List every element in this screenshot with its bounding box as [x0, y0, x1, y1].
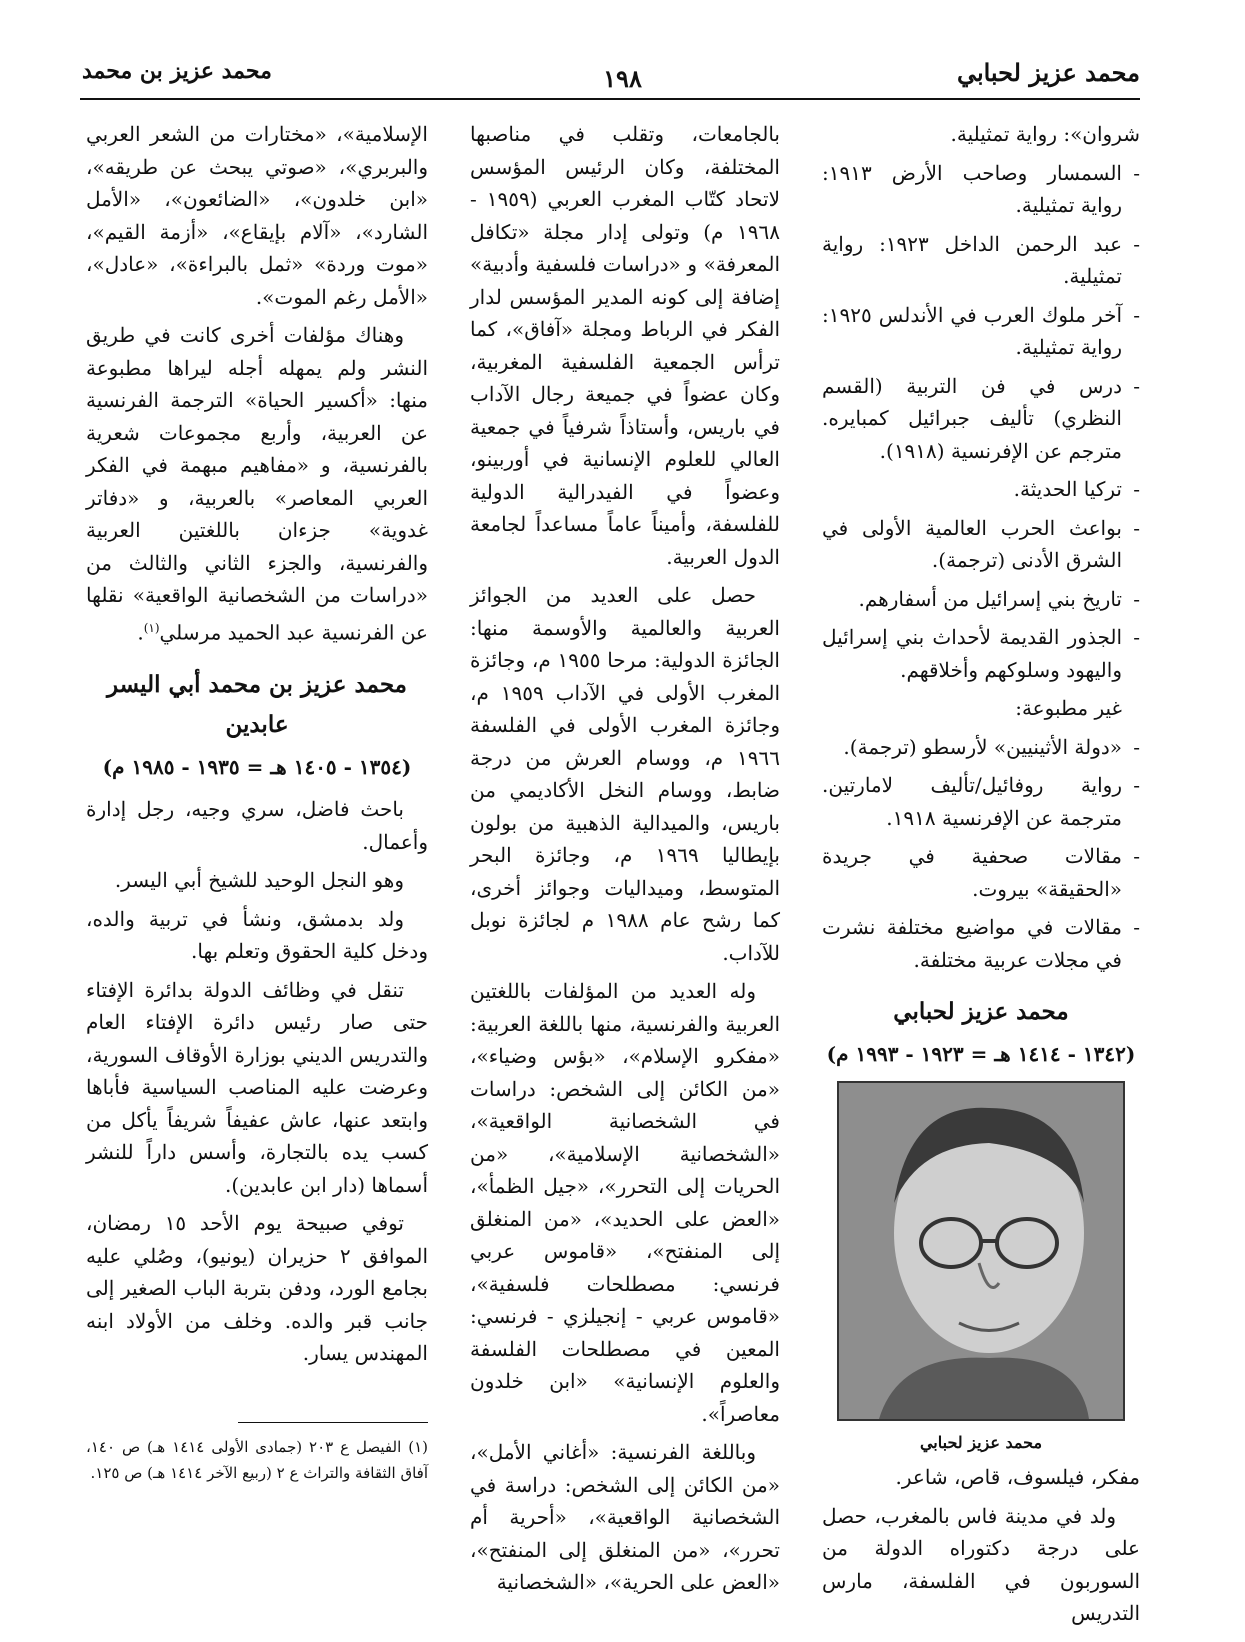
unpublished-item: - «دولة الأثينيين» لأرسطو (ترجمة).: [822, 731, 1140, 764]
unpublished-works-text: وهناك مؤلفات أخرى كانت في طريق النشر ولم يمهله أجله ليراها مطبوعة منها: «أكسير الحياة» الترجمة الفرنسية عن العربية، وأربع مجموعات شعرية بالفرنسية، و «مفاهيم مبهمة في الفكر العربي المعاصر» بالعربية، و «دفاتر غدوية» جزءان باللغتين العربية والفرنسية، والجزء الثاني والثالث من «دراسات من الشخصانية الواقعية» نقلها عن الفرنسية عبد الحميد مرسلي: [86, 323, 428, 645]
paragraph-birth: ولد بدمشق، ونشأ في تربية والده، ودخل كلية الحقوق وتعلم بها.: [86, 906, 428, 964]
running-header-right: محمد عزيز لحبابي: [956, 58, 1140, 87]
footnote: (١) الفيصل ع ٢٠٣ (جمادى الأولى ١٤١٤ هـ) ص ١٤٠، آفاق الثقافة والتراث ع ٢ (ربيع الآخر ١٤١٤ هـ) ص ١٢٥.: [86, 1438, 428, 1482]
column-left: [86, 118, 428, 1376]
works-item: - تاريخ بني إسرائيل من أسفارهم.: [822, 583, 1140, 616]
paragraph-career: بالجامعات، وتقلب في مناصبها المختلفة، وكان الرئيس المؤسس لاتحاد كتّاب المغرب العربي (١٩٥٩ - ١٩٦٨ م) وتولى إدار مجلة «تكافل المعرفة» و «دراسات فلسفية وأدبية» إضافة إلى كونه المدير المؤسس لدار الفكر في الرباط ومجلة «آفاق»، كما ترأس الجمعية الفلسفية المغربية، وكان عضواً في جميعة رجال الآداب في باريس، وأستاذاً شرفياً في جمعية العالي للعلوم الإنسانية في أوربينو، وعضواً في الفيدرالية الدولية للفلسفة، وأميناً عاماً مساعداً لجامعة الدول العربية.: [470, 122, 780, 569]
unpublished-label: غير مطبوعة:: [1015, 696, 1122, 720]
section-heading-lahbabi: محمد عزيز لحبابي: [893, 998, 1069, 1025]
paragraph-born: ولد في مدينة فاس بالمغرب، حصل على درجة دكتوراه الدولة من السوربون في الفلسفة، مارس التدريس: [822, 1503, 1140, 1625]
roles-line: مفكر، فيلسوف، قاص، شاعر.: [895, 1465, 1140, 1489]
paragraph-unpublished-works: وهناك مؤلفات أخرى كانت في طريق النشر ولم يمهله أجله ليراها مطبوعة منها: «أكسير الحياة» الترجمة الفرنسية عن العربية، وأربع مجموعات شعرية بالفرنسية، و «مفاهيم مبهمة في الفكر العربي المعاصر» بالعربية، و «دفاتر غدوية» جزءان باللغتين العربية والفرنسية، والجزء الثاني والثالث من «دراسات من الشخصانية الواقعية» نقلها عن الفرنسية عبد الحميد مرسلي$^{(١)}$.: [86, 323, 428, 645]
works-item: - درس في فن التربية (القسم النظري) تأليف جبرائيل كمبايره. مترجم عن الإفرنسية (١٩١٨).: [822, 370, 1140, 468]
page-number: ١٩٨: [603, 64, 642, 93]
unpublished-item: - رواية روفائيل/تأليف لامارتين. مترجمة عن الإفرنسية ١٩١٨.: [822, 769, 1140, 834]
footnote-marker: (١): [143, 620, 160, 635]
column-middle: [470, 118, 780, 1605]
works-item: - بواعث الحرب العالمية الأولى في الشرق الأدنى (ترجمة).: [822, 512, 1140, 577]
column-right: [822, 118, 1140, 1636]
section-dates-lahbabi: (١٣٤٢ - ١٤١٤ هـ = ١٩٢٣ - ١٩٩٣ م): [826, 1042, 1136, 1066]
paragraph-intro: باحث فاضل، سري وجيه، رجل إدارة وأعمال.: [86, 797, 428, 854]
portrait-illustration: [839, 1083, 1123, 1419]
portrait-caption: محمد عزيز لحبابي: [919, 1432, 1043, 1452]
works-list: [822, 118, 1140, 976]
paragraph-works-continued: الإسلامية»، «مختارات من الشعر العربي والبربري»، «صوتي يبحث عن طريقه»، «ابن خلدون»، «الضائعون»، «الأمل الشارد»، «آلام بإيقاع»، «أزمة القيم»، «موت وردة» «ثمل بالبراءة»، «عادل»، «الأمل رغم الموت».: [86, 122, 428, 309]
works-item: - الجذور القديمة لأحداث بني إسرائيل واليهود وسلوكهم وأخلاقهم.: [822, 621, 1140, 686]
paragraph-works-arabic: وله العديد من المؤلفات باللغتين العربية والفرنسية، منها باللغة العربية: «مفكرو الإسلام»، «بؤس وضياء»، «من الكائن إلى الشخص: دراسات في الشخصانية الواقعية»، «الشخصانية الإسلامية»، «من الحريات إلى التحرر»، «جيل الظمأ»، «العض على الحديد»، «من المنغلق إلى المنفتح»، «قاموس عربي فرنسي: مصطلحات فلسفية»، «قاموس عربي - إنجيلزي - فرنسي: المعين في مصطلحات الفلسفة والعلوم الإنسانية» «ابن خلدون معاصراً».: [470, 979, 780, 1426]
portrait-photo: [837, 1081, 1125, 1421]
running-header-left: محمد عزيز بن محمد: [82, 58, 272, 84]
unpublished-item: - مقالات في مواضيع مختلفة نشرت في مجلات عربية مختلفة.: [822, 911, 1140, 976]
paragraph-death: توفي صبيحة يوم الأحد ١٥ رمضان، الموافق ٢ حزيران (يونيو)، وصُلي عليه بجامع الورد، ودفن بتربة الباب الصغير إلى جانب قبر والده. وخلف من الأولاد ابنه المهندس يسار.: [86, 1211, 429, 1366]
header-rule: [80, 98, 1140, 100]
paragraph-works-french: وباللغة الفرنسية: «أغاني الأمل»، «من الكائن إلى الشخص: دراسة في الشخصانية الواقعية»، «أحرية أم تحرر»، «من المنغلق إلى المنفتح»، «العض على الحرية»، «الشخصانية: [470, 1440, 780, 1594]
footnote-rule: [238, 1422, 428, 1423]
paragraph-career: تنقل في وظائف الدولة بدائرة الإفتاء حتى صار رئيس دائرة الإفتاء العام والتدريس الديني بوزارة الأوقاف السورية، وعرضت عليه المناصب السياسية فأباها وابتعد عنها، عاش عفيفاً شريفاً يأكل من كسب يده بالتجارة، وأسس داراً للنشر أسماها (دار ابن عابدين).: [86, 977, 428, 1197]
section-dates-abidin: (١٣٥٤ - ١٤٠٥ هـ = ١٩٣٥ - ١٩٨٥ م): [102, 754, 412, 779]
works-item: - آخر ملوك العرب في الأندلس ١٩٢٥: رواية تمثيلية.: [822, 299, 1140, 364]
unpublished-item: - مقالات صحفية في جريدة «الحقيقة» بيروت.: [822, 840, 1140, 905]
works-item: شروان»: رواية تمثيلية.: [950, 122, 1140, 146]
paragraph-son: وهو النجل الوحيد للشيخ أبي اليسر.: [114, 868, 404, 893]
works-item: - عبد الرحمن الداخل ١٩٢٣: رواية تمثيلية.: [822, 228, 1140, 293]
section-heading-abidin: محمد عزيز بن محمد أبي اليسر عابدين: [106, 670, 408, 738]
works-item: - السمسار وصاحب الأرض ١٩١٣: رواية تمثيلية.: [822, 157, 1140, 222]
paragraph-awards: حصل على العديد من الجوائز العربية والعالمية والأوسمة منها: الجائزة الدولية: مرحا ١٩٥٥ م، وجائزة المغرب الأولى في الآداب ١٩٥٩ م، وجائزة المغرب الأولى في الفلسفة ١٩٦٦ م، ووسام العرش من درجة ضابط، ووسام النخل الأكاديمي من باريس، والميدالية الذهبية من بولون بإيطاليا ١٩٦٩ م، وجائزة البحر المتوسط، وميداليات وجوائز أخرى، كما رشح عام ١٩٨٨ م لجائزة نوبل للآداب.: [470, 583, 780, 965]
works-item: - تركيا الحديثة.: [822, 473, 1140, 506]
